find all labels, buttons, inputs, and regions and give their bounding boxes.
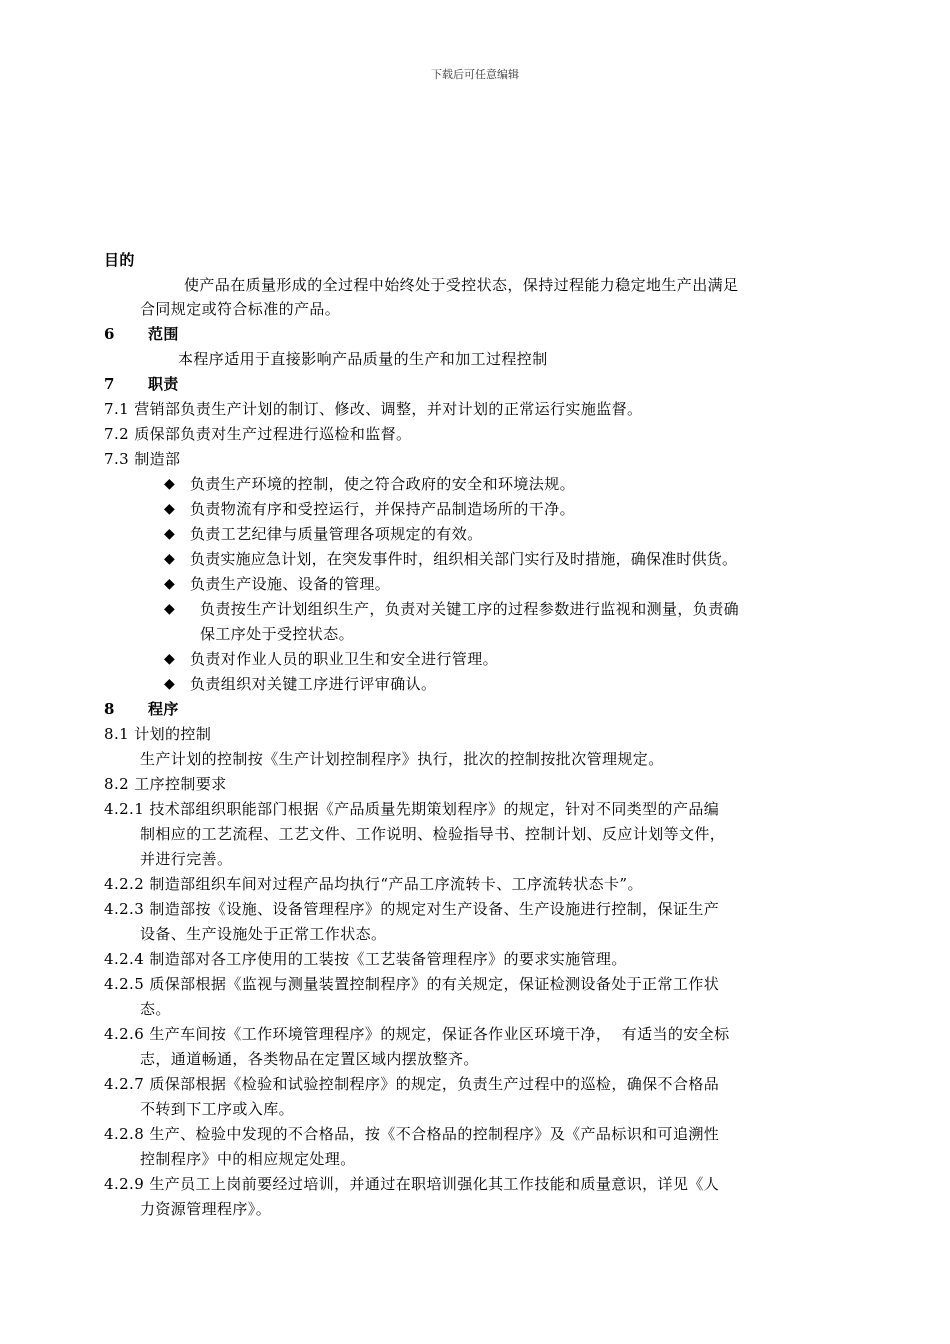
procedure-heading: 程序: [148, 700, 179, 718]
bullet-icon: ◆: [164, 526, 175, 542]
duties-heading: 职责: [148, 375, 179, 393]
bullet-icon: ◆: [164, 601, 175, 617]
clause-4-2-8-line-2: 控制程序》中的相应规定处理。: [140, 1150, 356, 1168]
clause-4-2-5-line-2: 态。: [140, 1000, 171, 1018]
duty-7-2: 7.2 质保部负责对生产过程进行巡检和监督。: [104, 425, 412, 443]
clause-4-2-1-line-2: 制相应的工艺流程、工艺文件、工作说明、检验指导书、控制计划、反应计划等文件，: [140, 825, 726, 843]
clause-4-2-7: 4.2.7 质保部根据《检验和试验控制程序》的规定，负责生产过程中的巡检，确保不合格品: [104, 1075, 720, 1093]
duty-bullet-6: 负责按生产计划组织生产，负责对关键工序的过程参数进行监视和测量，负责确: [200, 600, 740, 618]
duty-bullet-8: 负责组织对关键工序进行评审确认。: [190, 675, 437, 693]
clause-4-2-8: 4.2.8 生产、检验中发现的不合格品，按《不合格品的控制程序》及《产品标识和可追溯性: [104, 1125, 720, 1143]
clause-4-2-5: 4.2.5 质保部根据《监视与测量装置控制程序》的有关规定，保证检测设备处于正常工作状: [104, 975, 720, 993]
procedure-8-2: 8.2 工序控制要求: [104, 775, 227, 793]
procedure-8-1: 8.1 计划的控制: [104, 725, 212, 743]
clause-4-2-9: 4.2.9 生产员工上岗前要经过培训，并通过在职培训强化其工作技能和质量意识，详见《人: [104, 1175, 720, 1193]
bullet-icon: ◆: [164, 576, 175, 592]
clause-4-2-6-line-2: 志，通道畅通，各类物品在定置区域内摆放整齐。: [140, 1050, 479, 1068]
clause-4-2-4: 4.2.4 制造部对各工序使用的工装按《工艺装备管理程序》的要求实施管理。: [104, 950, 627, 968]
duty-bullet-6-cont: 保工序处于受控状态。: [200, 625, 355, 643]
clause-4-2-1: 4.2.1 技术部组织职能部门根据《产品质量先期策划程序》的规定，针对不同类型的产品编: [104, 800, 720, 818]
duties-number: 7: [104, 375, 115, 393]
duty-bullet-3: 负责工艺纪律与质量管理各项规定的有效。: [190, 525, 483, 543]
clause-4-2-2: 4.2.2 制造部组织车间对过程产品均执行“产品工序流转卡、工序流转状态卡”。: [104, 875, 643, 893]
purpose-text-line-2: 合同规定或符合标准的产品。: [140, 300, 341, 318]
duty-bullet-1: 负责生产环境的控制，使之符合政府的安全和环境法规。: [190, 475, 576, 493]
bullet-icon: ◆: [164, 501, 175, 517]
clause-4-2-3-line-2: 设备、生产设施处于正常工作状态。: [140, 925, 387, 943]
duty-bullet-2: 负责物流有序和受控运行，并保持产品制造场所的干净。: [190, 500, 576, 518]
procedure-8-1-text: 生产计划的控制按《生产计划控制程序》执行，批次的控制按批次管理规定。: [140, 750, 664, 768]
purpose-text-line-1: 使产品在质量形成的全过程中始终处于受控状态，保持过程能力稳定地生产出满足: [184, 276, 739, 294]
duty-bullet-7: 负责对作业人员的职业卫生和安全进行管理。: [190, 650, 499, 668]
scope-text: 本程序适用于直接影响产品质量的生产和加工过程控制: [178, 350, 548, 368]
scope-heading: 范围: [148, 325, 179, 343]
clause-4-2-1-line-3: 并进行完善。: [140, 850, 233, 868]
clause-4-2-6: 4.2.6 生产车间按《工作环境管理程序》的规定，保证各作业区环境干净， 有适当的安全标: [104, 1025, 730, 1043]
duty-7-1: 7.1 营销部负责生产计划的制订、修改、调整，并对计划的正常运行实施监督。: [104, 400, 643, 418]
duty-bullet-5: 负责生产设施、设备的管理。: [190, 575, 391, 593]
purpose-heading: 目的: [104, 251, 135, 269]
clause-4-2-9-line-2: 力资源管理程序》。: [140, 1200, 272, 1218]
clause-4-2-3: 4.2.3 制造部按《设施、设备管理程序》的规定对生产设备、生产设施进行控制，保证生产: [104, 900, 720, 918]
clause-4-2-7-line-2: 不转到下工序或入库。: [140, 1100, 295, 1118]
duty-bullet-4: 负责实施应急计划，在突发事件时，组织相关部门实行及时措施，确保准时供货。: [190, 550, 738, 568]
procedure-number: 8: [104, 700, 115, 718]
page-header: 下载后可任意编辑: [431, 68, 519, 81]
bullet-icon: ◆: [164, 651, 175, 667]
bullet-icon: ◆: [164, 476, 175, 492]
bullet-icon: ◆: [164, 551, 175, 567]
bullet-icon: ◆: [164, 676, 175, 692]
duty-7-3: 7.3 制造部: [104, 450, 181, 468]
scope-number: 6: [104, 325, 115, 343]
